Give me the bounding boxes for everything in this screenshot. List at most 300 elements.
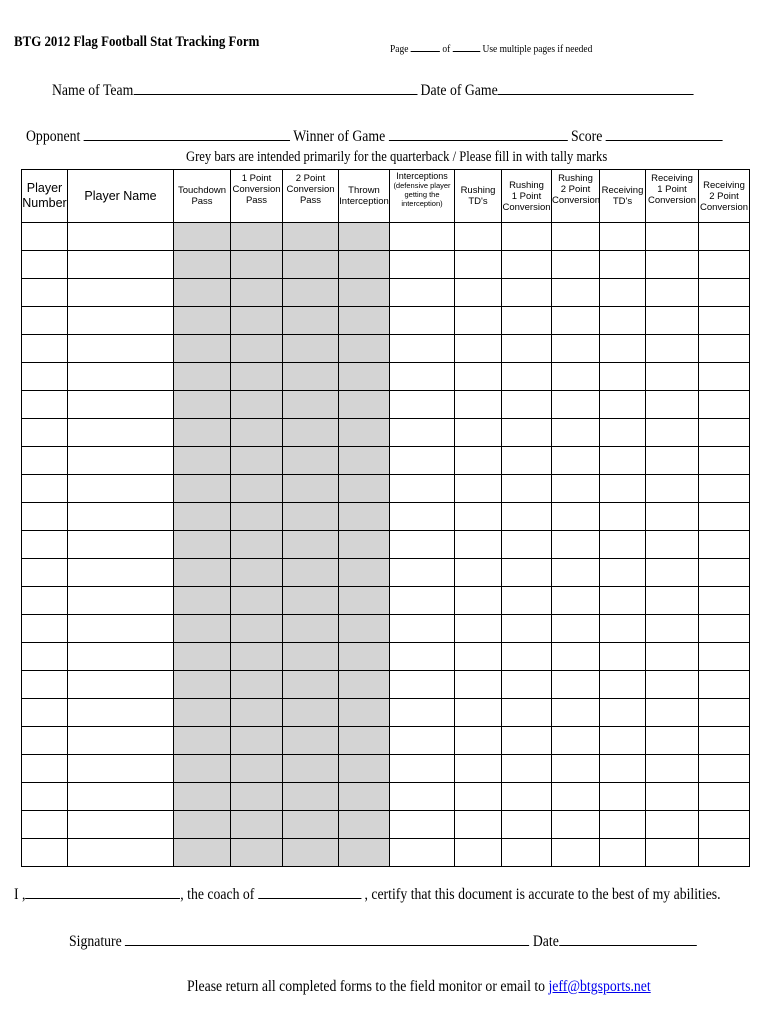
table-cell[interactable] — [390, 755, 455, 783]
table-cell[interactable] — [646, 811, 699, 839]
table-cell[interactable] — [390, 223, 455, 251]
table-cell[interactable] — [600, 223, 646, 251]
table-cell[interactable] — [455, 755, 502, 783]
table-cell[interactable] — [174, 699, 231, 727]
table-cell[interactable] — [283, 223, 339, 251]
table-cell[interactable] — [283, 699, 339, 727]
signature-date-blank[interactable] — [559, 931, 697, 946]
table-cell[interactable] — [455, 307, 502, 335]
table-cell[interactable] — [455, 531, 502, 559]
table-cell[interactable] — [339, 559, 390, 587]
table-cell[interactable] — [502, 335, 552, 363]
table-cell[interactable] — [68, 783, 174, 811]
table-cell[interactable] — [502, 755, 552, 783]
table-cell[interactable] — [502, 419, 552, 447]
table-cell[interactable] — [68, 811, 174, 839]
table-cell[interactable] — [390, 699, 455, 727]
table-cell[interactable] — [699, 363, 750, 391]
table-cell[interactable] — [502, 587, 552, 615]
table-cell[interactable] — [231, 727, 283, 755]
table-cell[interactable] — [22, 727, 68, 755]
table-cell[interactable] — [339, 419, 390, 447]
table-cell[interactable] — [455, 391, 502, 419]
opponent-blank[interactable] — [84, 126, 290, 141]
table-cell[interactable] — [22, 503, 68, 531]
table-cell[interactable] — [283, 671, 339, 699]
table-cell[interactable] — [552, 531, 600, 559]
table-cell[interactable] — [600, 839, 646, 867]
table-cell[interactable] — [699, 447, 750, 475]
table-cell[interactable] — [646, 223, 699, 251]
table-cell[interactable] — [339, 727, 390, 755]
table-cell[interactable] — [552, 671, 600, 699]
table-cell[interactable] — [231, 615, 283, 643]
table-cell[interactable] — [68, 699, 174, 727]
signature-blank[interactable] — [125, 931, 529, 946]
table-cell[interactable] — [22, 671, 68, 699]
table-cell[interactable] — [502, 559, 552, 587]
table-cell[interactable] — [699, 419, 750, 447]
table-cell[interactable] — [231, 251, 283, 279]
table-cell[interactable] — [174, 419, 231, 447]
table-cell[interactable] — [283, 615, 339, 643]
table-cell[interactable] — [552, 783, 600, 811]
table-cell[interactable] — [22, 559, 68, 587]
table-cell[interactable] — [174, 307, 231, 335]
table-cell[interactable] — [699, 587, 750, 615]
table-cell[interactable] — [283, 391, 339, 419]
table-cell[interactable] — [174, 251, 231, 279]
table-cell[interactable] — [231, 643, 283, 671]
table-cell[interactable] — [552, 363, 600, 391]
table-cell[interactable] — [339, 475, 390, 503]
table-cell[interactable] — [22, 363, 68, 391]
table-cell[interactable] — [552, 503, 600, 531]
table-cell[interactable] — [646, 391, 699, 419]
table-cell[interactable] — [699, 391, 750, 419]
table-cell[interactable] — [390, 307, 455, 335]
table-cell[interactable] — [646, 587, 699, 615]
table-cell[interactable] — [339, 587, 390, 615]
table-cell[interactable] — [552, 643, 600, 671]
table-cell[interactable] — [339, 251, 390, 279]
table-cell[interactable] — [339, 699, 390, 727]
table-cell[interactable] — [231, 671, 283, 699]
table-cell[interactable] — [231, 587, 283, 615]
table-cell[interactable] — [390, 503, 455, 531]
table-cell[interactable] — [339, 335, 390, 363]
table-cell[interactable] — [68, 755, 174, 783]
table-cell[interactable] — [22, 643, 68, 671]
table-cell[interactable] — [174, 643, 231, 671]
table-cell[interactable] — [339, 811, 390, 839]
table-cell[interactable] — [646, 307, 699, 335]
table-cell[interactable] — [646, 335, 699, 363]
table-cell[interactable] — [600, 559, 646, 587]
table-cell[interactable] — [646, 643, 699, 671]
table-cell[interactable] — [600, 447, 646, 475]
table-cell[interactable] — [283, 587, 339, 615]
table-cell[interactable] — [552, 559, 600, 587]
table-cell[interactable] — [390, 419, 455, 447]
table-cell[interactable] — [22, 783, 68, 811]
table-cell[interactable] — [68, 643, 174, 671]
table-cell[interactable] — [231, 503, 283, 531]
table-cell[interactable] — [339, 447, 390, 475]
table-cell[interactable] — [283, 251, 339, 279]
team-name-blank[interactable] — [133, 80, 417, 95]
table-cell[interactable] — [339, 223, 390, 251]
table-cell[interactable] — [22, 531, 68, 559]
table-cell[interactable] — [699, 251, 750, 279]
table-cell[interactable] — [600, 811, 646, 839]
table-cell[interactable] — [174, 839, 231, 867]
table-cell[interactable] — [339, 531, 390, 559]
table-cell[interactable] — [455, 363, 502, 391]
table-cell[interactable] — [231, 783, 283, 811]
table-cell[interactable] — [699, 223, 750, 251]
table-cell[interactable] — [22, 391, 68, 419]
table-cell[interactable] — [600, 531, 646, 559]
table-cell[interactable] — [600, 419, 646, 447]
table-cell[interactable] — [699, 503, 750, 531]
table-cell[interactable] — [22, 419, 68, 447]
table-cell[interactable] — [68, 447, 174, 475]
table-cell[interactable] — [283, 279, 339, 307]
table-cell[interactable] — [68, 279, 174, 307]
table-cell[interactable] — [455, 783, 502, 811]
table-cell[interactable] — [68, 559, 174, 587]
table-cell[interactable] — [699, 615, 750, 643]
table-cell[interactable] — [231, 699, 283, 727]
table-cell[interactable] — [600, 391, 646, 419]
page-number-blank[interactable] — [411, 37, 440, 52]
email-link[interactable]: jeff@btgsports.net — [548, 978, 651, 995]
table-cell[interactable] — [646, 531, 699, 559]
table-cell[interactable] — [552, 447, 600, 475]
table-cell[interactable] — [174, 223, 231, 251]
table-cell[interactable] — [600, 251, 646, 279]
table-cell[interactable] — [455, 559, 502, 587]
table-cell[interactable] — [699, 755, 750, 783]
table-cell[interactable] — [339, 755, 390, 783]
table-cell[interactable] — [600, 475, 646, 503]
table-cell[interactable] — [502, 251, 552, 279]
table-cell[interactable] — [22, 279, 68, 307]
table-cell[interactable] — [283, 419, 339, 447]
table-cell[interactable] — [174, 783, 231, 811]
date-of-game-blank[interactable] — [498, 80, 694, 95]
table-cell[interactable] — [68, 727, 174, 755]
table-cell[interactable] — [68, 307, 174, 335]
table-cell[interactable] — [502, 475, 552, 503]
table-cell[interactable] — [552, 811, 600, 839]
table-cell[interactable] — [390, 783, 455, 811]
table-cell[interactable] — [600, 615, 646, 643]
table-cell[interactable] — [502, 699, 552, 727]
table-cell[interactable] — [283, 363, 339, 391]
table-cell[interactable] — [174, 559, 231, 587]
table-cell[interactable] — [552, 223, 600, 251]
table-cell[interactable] — [552, 419, 600, 447]
table-cell[interactable] — [600, 643, 646, 671]
table-cell[interactable] — [646, 615, 699, 643]
table-cell[interactable] — [339, 503, 390, 531]
table-cell[interactable] — [283, 531, 339, 559]
table-cell[interactable] — [390, 279, 455, 307]
table-cell[interactable] — [455, 615, 502, 643]
table-cell[interactable] — [646, 727, 699, 755]
table-cell[interactable] — [283, 307, 339, 335]
table-cell[interactable] — [502, 783, 552, 811]
table-cell[interactable] — [699, 671, 750, 699]
table-cell[interactable] — [552, 755, 600, 783]
table-cell[interactable] — [502, 839, 552, 867]
table-cell[interactable] — [646, 475, 699, 503]
table-cell[interactable] — [455, 643, 502, 671]
table-cell[interactable] — [390, 587, 455, 615]
table-cell[interactable] — [552, 839, 600, 867]
table-cell[interactable] — [339, 363, 390, 391]
table-cell[interactable] — [231, 531, 283, 559]
coach-name-blank[interactable] — [25, 884, 180, 899]
table-cell[interactable] — [68, 587, 174, 615]
table-cell[interactable] — [502, 671, 552, 699]
table-cell[interactable] — [231, 447, 283, 475]
table-cell[interactable] — [502, 643, 552, 671]
table-cell[interactable] — [231, 223, 283, 251]
table-cell[interactable] — [283, 643, 339, 671]
table-cell[interactable] — [455, 335, 502, 363]
table-cell[interactable] — [699, 811, 750, 839]
table-cell[interactable] — [174, 391, 231, 419]
table-cell[interactable] — [174, 811, 231, 839]
table-cell[interactable] — [699, 783, 750, 811]
table-cell[interactable] — [455, 279, 502, 307]
table-cell[interactable] — [600, 363, 646, 391]
table-cell[interactable] — [502, 363, 552, 391]
table-cell[interactable] — [68, 419, 174, 447]
table-cell[interactable] — [68, 223, 174, 251]
table-cell[interactable] — [455, 671, 502, 699]
table-cell[interactable] — [231, 335, 283, 363]
table-cell[interactable] — [502, 811, 552, 839]
table-cell[interactable] — [231, 475, 283, 503]
table-cell[interactable] — [339, 279, 390, 307]
table-cell[interactable] — [68, 475, 174, 503]
page-total-blank[interactable] — [453, 37, 481, 52]
table-cell[interactable] — [174, 447, 231, 475]
table-cell[interactable] — [390, 251, 455, 279]
table-cell[interactable] — [552, 251, 600, 279]
table-cell[interactable] — [390, 475, 455, 503]
table-cell[interactable] — [552, 279, 600, 307]
table-cell[interactable] — [283, 755, 339, 783]
table-cell[interactable] — [231, 755, 283, 783]
table-cell[interactable] — [600, 783, 646, 811]
table-cell[interactable] — [283, 503, 339, 531]
table-cell[interactable] — [339, 671, 390, 699]
table-cell[interactable] — [502, 531, 552, 559]
table-cell[interactable] — [455, 447, 502, 475]
table-cell[interactable] — [552, 587, 600, 615]
table-cell[interactable] — [502, 727, 552, 755]
table-cell[interactable] — [552, 391, 600, 419]
table-cell[interactable] — [455, 587, 502, 615]
table-cell[interactable] — [699, 475, 750, 503]
table-cell[interactable] — [174, 279, 231, 307]
table-cell[interactable] — [68, 531, 174, 559]
table-cell[interactable] — [502, 391, 552, 419]
table-cell[interactable] — [646, 363, 699, 391]
table-cell[interactable] — [68, 839, 174, 867]
table-cell[interactable] — [22, 755, 68, 783]
table-cell[interactable] — [231, 419, 283, 447]
table-cell[interactable] — [283, 839, 339, 867]
table-cell[interactable] — [455, 503, 502, 531]
winner-blank[interactable] — [389, 126, 568, 141]
table-cell[interactable] — [600, 587, 646, 615]
table-cell[interactable] — [646, 559, 699, 587]
table-cell[interactable] — [68, 363, 174, 391]
table-cell[interactable] — [283, 335, 339, 363]
table-cell[interactable] — [68, 615, 174, 643]
table-cell[interactable] — [339, 643, 390, 671]
table-cell[interactable] — [390, 643, 455, 671]
table-cell[interactable] — [22, 839, 68, 867]
table-cell[interactable] — [339, 307, 390, 335]
table-cell[interactable] — [22, 811, 68, 839]
table-cell[interactable] — [22, 335, 68, 363]
table-cell[interactable] — [600, 671, 646, 699]
table-cell[interactable] — [600, 755, 646, 783]
table-cell[interactable] — [455, 727, 502, 755]
table-cell[interactable] — [390, 391, 455, 419]
table-cell[interactable] — [699, 699, 750, 727]
table-cell[interactable] — [646, 755, 699, 783]
table-cell[interactable] — [699, 643, 750, 671]
table-cell[interactable] — [646, 251, 699, 279]
table-cell[interactable] — [600, 699, 646, 727]
table-cell[interactable] — [552, 335, 600, 363]
table-cell[interactable] — [174, 475, 231, 503]
table-cell[interactable] — [502, 503, 552, 531]
table-cell[interactable] — [600, 727, 646, 755]
table-cell[interactable] — [600, 307, 646, 335]
table-cell[interactable] — [699, 307, 750, 335]
table-cell[interactable] — [174, 503, 231, 531]
table-cell[interactable] — [22, 615, 68, 643]
table-cell[interactable] — [339, 839, 390, 867]
table-cell[interactable] — [22, 587, 68, 615]
table-cell[interactable] — [283, 811, 339, 839]
table-cell[interactable] — [283, 475, 339, 503]
table-cell[interactable] — [231, 839, 283, 867]
table-cell[interactable] — [22, 307, 68, 335]
table-cell[interactable] — [339, 783, 390, 811]
table-cell[interactable] — [502, 279, 552, 307]
score-blank[interactable] — [606, 126, 723, 141]
table-cell[interactable] — [390, 335, 455, 363]
table-cell[interactable] — [283, 447, 339, 475]
table-cell[interactable] — [390, 811, 455, 839]
table-cell[interactable] — [502, 615, 552, 643]
table-cell[interactable] — [22, 699, 68, 727]
table-cell[interactable] — [646, 419, 699, 447]
table-cell[interactable] — [174, 671, 231, 699]
table-cell[interactable] — [455, 811, 502, 839]
table-cell[interactable] — [283, 559, 339, 587]
table-cell[interactable] — [68, 503, 174, 531]
table-cell[interactable] — [68, 671, 174, 699]
table-cell[interactable] — [455, 839, 502, 867]
table-cell[interactable] — [231, 559, 283, 587]
table-cell[interactable] — [231, 279, 283, 307]
table-cell[interactable] — [455, 251, 502, 279]
table-cell[interactable] — [390, 363, 455, 391]
table-cell[interactable] — [390, 671, 455, 699]
table-cell[interactable] — [455, 475, 502, 503]
coach-team-blank[interactable] — [258, 884, 361, 899]
table-cell[interactable] — [339, 615, 390, 643]
table-cell[interactable] — [174, 587, 231, 615]
table-cell[interactable] — [600, 503, 646, 531]
table-cell[interactable] — [646, 279, 699, 307]
table-cell[interactable] — [390, 727, 455, 755]
table-cell[interactable] — [390, 615, 455, 643]
table-cell[interactable] — [646, 503, 699, 531]
table-cell[interactable] — [68, 251, 174, 279]
table-cell[interactable] — [231, 307, 283, 335]
table-cell[interactable] — [699, 727, 750, 755]
table-cell[interactable] — [283, 727, 339, 755]
table-cell[interactable] — [339, 391, 390, 419]
table-cell[interactable] — [552, 475, 600, 503]
table-cell[interactable] — [552, 615, 600, 643]
table-cell[interactable] — [231, 811, 283, 839]
table-cell[interactable] — [68, 335, 174, 363]
table-cell[interactable] — [174, 335, 231, 363]
table-cell[interactable] — [455, 699, 502, 727]
table-cell[interactable] — [600, 335, 646, 363]
table-cell[interactable] — [390, 447, 455, 475]
table-cell[interactable] — [174, 363, 231, 391]
table-cell[interactable] — [699, 559, 750, 587]
table-cell[interactable] — [174, 755, 231, 783]
table-cell[interactable] — [699, 335, 750, 363]
table-cell[interactable] — [552, 727, 600, 755]
table-cell[interactable] — [502, 447, 552, 475]
table-cell[interactable] — [390, 559, 455, 587]
table-cell[interactable] — [174, 615, 231, 643]
table-cell[interactable] — [646, 671, 699, 699]
table-cell[interactable] — [22, 447, 68, 475]
table-cell[interactable] — [646, 699, 699, 727]
table-cell[interactable] — [699, 279, 750, 307]
table-cell[interactable] — [502, 307, 552, 335]
table-cell[interactable] — [68, 391, 174, 419]
table-cell[interactable] — [231, 363, 283, 391]
table-cell[interactable] — [455, 223, 502, 251]
table-cell[interactable] — [174, 531, 231, 559]
table-cell[interactable] — [22, 251, 68, 279]
table-cell[interactable] — [646, 447, 699, 475]
table-cell[interactable] — [552, 307, 600, 335]
table-cell[interactable] — [699, 839, 750, 867]
table-cell[interactable] — [174, 727, 231, 755]
table-cell[interactable] — [646, 783, 699, 811]
table-cell[interactable] — [390, 531, 455, 559]
